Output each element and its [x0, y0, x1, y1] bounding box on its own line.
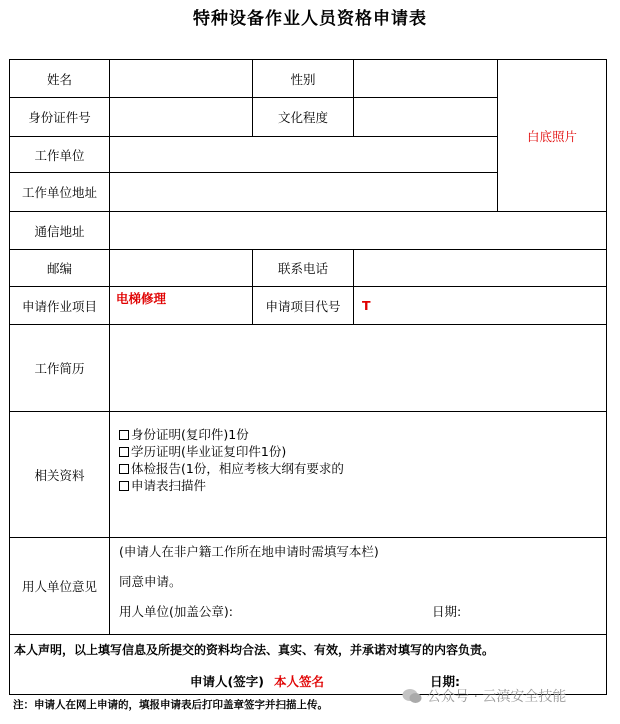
wechat-icon — [402, 688, 422, 704]
id-number-field[interactable] — [110, 98, 253, 137]
mailing-address-field[interactable] — [110, 212, 607, 250]
employer-opinion-label: 用人单位意见 — [10, 538, 110, 635]
phone-label: 联系电话 — [253, 250, 354, 287]
applicant-sign-label: 申请人(签字) — [190, 674, 264, 689]
opinion-date-label: 日期: — [431, 604, 462, 619]
footer-note: 注：申请人在网上申请的，填报申请表后打印盖章签字并扫描上传。 — [13, 699, 328, 711]
education-field[interactable] — [354, 98, 498, 137]
employer-address-field[interactable] — [110, 173, 498, 212]
item-code-field[interactable] — [354, 287, 607, 325]
name-field[interactable] — [110, 60, 253, 98]
documents-list — [110, 412, 607, 538]
applicant-signature[interactable]: 本人签名 — [273, 674, 324, 689]
applied-item-label: 申请作业项目 — [10, 287, 110, 325]
applied-item-value: 电梯修理 — [116, 291, 167, 306]
photo-box[interactable] — [498, 60, 607, 212]
mailing-address-label: 通信地址 — [10, 212, 110, 250]
declaration-text: 本人声明，以上填写信息及所提交的资料均合法、真实、有效，并承诺对填写的内容负责。 — [14, 643, 495, 657]
documents-label: 相关资料 — [10, 412, 110, 538]
item-code-label: 申请项目代号 — [253, 287, 354, 325]
employer-label: 工作单位 — [10, 137, 110, 173]
employer-address-label: 工作单位地址 — [10, 173, 110, 212]
seal-label: 用人单位(加盖公章): — [119, 604, 233, 619]
work-history-label: 工作简历 — [10, 325, 110, 412]
declaration-date-label: 日期: — [429, 674, 460, 689]
education-label: 文化程度 — [253, 98, 354, 137]
checkbox[interactable] — [119, 481, 129, 491]
application-form — [9, 59, 607, 695]
document-item[interactable]: 申请表扫描件 — [119, 477, 606, 494]
postcode-label: 邮编 — [10, 250, 110, 287]
checkbox[interactable] — [119, 447, 129, 457]
document-item[interactable]: 体检报告(1份，相应考核大纲有要求的 — [119, 460, 606, 477]
item-code-value: T — [362, 298, 371, 313]
photo-placeholder: 白底照片 — [526, 128, 577, 144]
gender-field[interactable] — [354, 60, 498, 98]
checkbox[interactable] — [119, 464, 129, 474]
watermark-text: 公众号 · 云滇安全技能 — [427, 689, 567, 705]
opinion-note: (申请人在非户籍工作所在地申请时需填写本栏) — [119, 544, 379, 559]
id-number-label: 身份证件号 — [10, 98, 110, 137]
page-title: 特种设备作业人员资格申请表 — [193, 9, 427, 29]
phone-field[interactable] — [354, 250, 607, 287]
applied-item-field[interactable] — [110, 287, 253, 325]
watermark — [402, 686, 566, 706]
checkbox[interactable] — [119, 430, 129, 440]
name-label: 姓名 — [10, 60, 110, 98]
opinion-agree: 同意申请。 — [119, 574, 182, 589]
document-item[interactable]: 学历证明(毕业证复印件1份) — [119, 443, 606, 460]
work-history-field[interactable] — [110, 325, 607, 412]
document-item[interactable]: 身份证明(复印件)1份 — [119, 426, 606, 443]
employer-opinion-field[interactable] — [110, 538, 607, 635]
postcode-field[interactable] — [110, 250, 253, 287]
gender-label: 性别 — [253, 60, 354, 98]
employer-field[interactable] — [110, 137, 498, 173]
